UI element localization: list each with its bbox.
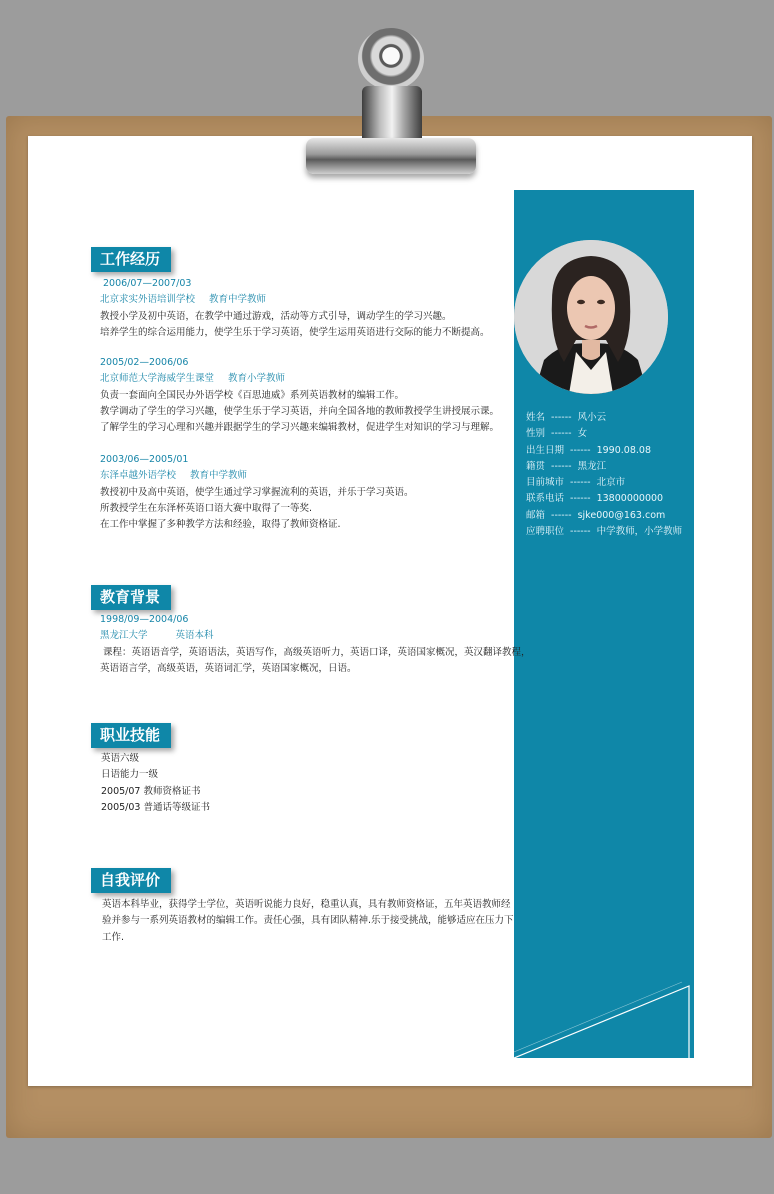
info-value: 风小云 [577, 412, 607, 423]
info-label: 姓名 [526, 412, 546, 423]
job-line: 教授初中及高中英语，使学生通过学习掌握流利的英语，并乐于学习英语。 [100, 486, 414, 498]
info-dash: ------ [551, 428, 572, 440]
info-row-phone [526, 491, 682, 507]
binder-clip-base [306, 138, 476, 174]
info-value: 中学教师，小学教师 [596, 526, 683, 538]
job-entry [100, 276, 490, 341]
skill-item: 英语六级 [101, 753, 140, 764]
info-label: 目前城市 [526, 477, 565, 489]
info-row-birthdate [526, 443, 682, 459]
job-period: 2006/07—2007/03 [103, 278, 192, 289]
job-period: 2005/02—2006/06 [100, 357, 189, 368]
job-line: 教学调动了学生的学习兴趣，使学生乐于学习英语，并向全国各地的教师教授学生讲授展示课。 [100, 405, 500, 417]
profile-photo [514, 240, 668, 394]
education-line: 英语语言学，高级英语，英语词汇学，英语国家概况，日语。 [100, 662, 357, 674]
info-label: 性别 [526, 428, 546, 440]
job-period: 2003/06—2005/01 [100, 454, 189, 465]
info-dash: ------ [551, 509, 572, 521]
section-title-self-evaluation: 自我评价 [91, 868, 171, 893]
section-title-skills: 职业技能 [91, 723, 171, 748]
job-line: 教授小学及初中英语，在教学中通过游戏，活动等方式引导，调动学生的学习兴趣。 [100, 310, 452, 322]
skills-list [101, 751, 210, 816]
info-value: 黑龙江 [577, 460, 607, 472]
portrait-image [514, 240, 668, 394]
info-dash: ------ [570, 526, 591, 538]
info-dash: ------ [570, 477, 591, 489]
info-dash: ------ [551, 460, 572, 472]
info-row-name [526, 410, 682, 426]
job-org: 北京求实外语培训学校 [100, 294, 196, 306]
section-title-experience: 工作经历 [91, 247, 171, 272]
info-value: 13800000000 [596, 493, 664, 505]
job-org: 北京师范大学海威学生课堂 [100, 373, 215, 385]
info-row-email [526, 508, 682, 524]
job-entry [100, 452, 414, 533]
job-org-role [100, 371, 499, 387]
info-row-position [526, 524, 682, 540]
education-line: 课程：英语语音学，英语语法，英语写作，高级英语听力，英语口译，英语国家概况，英汉翻译教程， [103, 646, 531, 658]
job-org: 东泽卓越外语学校 [100, 470, 177, 482]
info-label: 出生日期 [526, 444, 565, 456]
info-row-city [526, 475, 682, 491]
self-line: 工作. [102, 931, 125, 943]
job-role: 教育中学教师 [190, 470, 248, 482]
profile-sidebar [514, 190, 694, 1058]
self-line: 验并参与一系列英语教材的编辑工作。责任心强，具有团队精神.乐于接受挑战，能够适应在压力下 [102, 915, 514, 927]
job-line: 培养学生的综合运用能力，使学生乐于学习英语，使学生运用英语进行交际的能力不断提高。 [100, 326, 490, 338]
job-line: 了解学生的学习心理和兴趣并跟据学生的学习兴趣来编辑教材，促进学生对知识的学习与理解。 [100, 422, 500, 434]
job-role: 教育小学教师 [228, 373, 286, 385]
job-line: 所教授学生在东泽杯英语口语大赛中取得了一等奖. [100, 502, 313, 514]
info-dash: ------ [551, 412, 572, 423]
skill-item: 2005/07 教师资格证书 [101, 785, 201, 797]
info-row-gender [526, 426, 682, 442]
info-value: sjke000@163.com [577, 509, 666, 521]
education-major: 英语本科 [175, 630, 214, 642]
info-dash: ------ [570, 444, 591, 456]
job-org-role [100, 292, 490, 308]
info-label: 邮箱 [526, 509, 546, 521]
job-role: 教育中学教师 [209, 294, 267, 306]
info-label: 应聘职位 [526, 526, 565, 538]
profile-info [526, 410, 682, 540]
education-school-major [100, 628, 531, 644]
info-dash: ------ [570, 493, 591, 505]
info-label: 联系电话 [526, 493, 565, 505]
job-org-role [100, 468, 414, 484]
skill-item: 2005/03 普通话等级证书 [101, 801, 210, 813]
education-school: 黑龙江大学 [100, 630, 148, 642]
section-title-education: 教育背景 [91, 585, 171, 610]
self-line: 英语本科毕业，获得学士学位，英语听说能力良好，稳重认真，具有教师资格证，五年英语教师经 [102, 899, 511, 910]
skill-item: 日语能力一级 [101, 769, 159, 781]
job-line: 在工作中掌握了多种教学方法和经验，取得了教师资格证. [100, 519, 341, 531]
info-label: 籍贯 [526, 460, 546, 472]
education-period: 1998/09—2004/06 [100, 614, 189, 625]
info-value: 女 [577, 428, 588, 440]
job-line: 负责一套面向全国民办外语学校《百思迪威》系列英语教材的编辑工作。 [100, 389, 405, 401]
info-value: 北京市 [596, 477, 626, 489]
binder-clip-ring [358, 28, 424, 90]
decorative-corner-lines [514, 980, 694, 1058]
job-entry [100, 355, 499, 436]
binder-clip-neck [362, 86, 422, 146]
info-value: 1990.08.08 [596, 444, 651, 456]
education-entry [100, 612, 531, 677]
self-evaluation-text [102, 897, 514, 946]
info-row-hometown [526, 459, 682, 475]
